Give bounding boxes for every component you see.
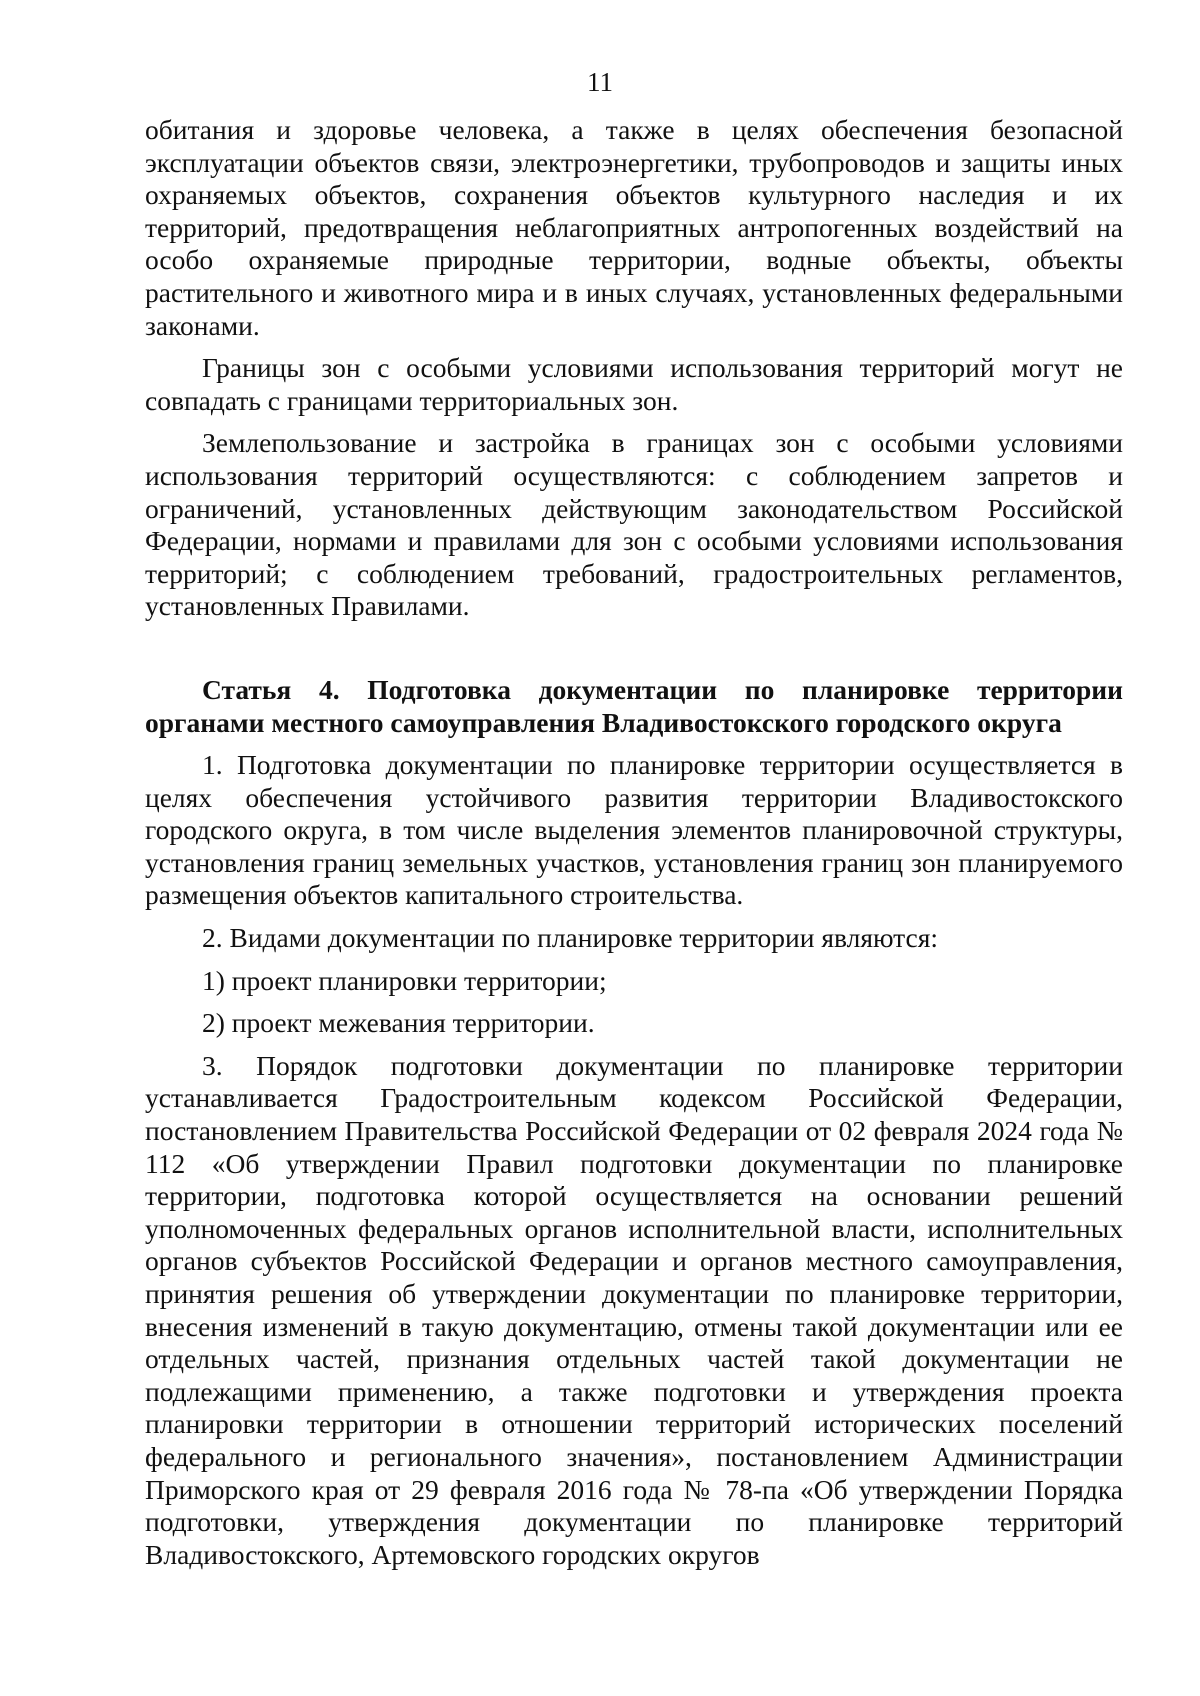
article-paragraph-2: 2. Видами документации по планировке территории являются: <box>202 922 939 954</box>
article-paragraph-1: 1. Подготовка документации по планировке территории осуществляется в целях обеспечения устойчивого развития территории Владивостокского городского округа, в том числе выделения элементов планировочной структуры, установления границ земельных участков, установления границ зон планируемого размещения объектов капитального строительства. <box>145 749 1123 911</box>
paragraph-continuation: обитания и здоровье человека, а также в целях обеспечения безопасной эксплуатации объектов связи, электроэнергетики, трубопроводов и защиты иных охраняемых объектов, сохранения объектов культурного наследия и их территорий, предотвращения неблагоприятных антропогенных воздействий на особо охраняемые природные территории, водные объекты, объекты растительного и животного мира и в иных случаях, установленных федеральными законами. <box>145 114 1123 341</box>
list-item-1: 1) проект планировки территории; <box>202 964 607 996</box>
paragraph-zone-boundaries: Границы зон с особыми условиями использования территорий могут не совпадать с границами территориальных зон. <box>145 352 1123 416</box>
article-heading: Статья 4. Подготовка документации по планировке территории органами местного самоуправления Владивостокского городского округа <box>145 673 1123 738</box>
paragraph-land-use: Землепользование и застройка в границах зон с особыми условиями использования территорий осуществляются: с соблюдением запретов и ограничений, установленных действующим законодательством Российской Федерации, нормами и правилами для зон с особыми условиями использования территорий; с соблюдением требований, градостроительных регламентов, установленных Правилами. <box>145 427 1123 622</box>
list-item-2: 2) проект межевания территории. <box>202 1007 595 1039</box>
article-paragraph-3: 3. Порядок подготовки документации по планировке территории устанавливается Градостроительным кодексом Российской Федерации, постановлением Правительства Российской Федерации от 02 февраля 2024 года № 112 «Об утверждении Правил подготовки документации по планировке территории, подготовка которой осуществляется на основании решений уполномоченных федеральных органов исполнительной власти, исполнительных органов субъектов Российской Федерации и органов местного самоуправления, принятия решения об утверждении документации по планировке территории, внесения изменений в такую документацию, отмены такой документации или ее отдельных частей, признания отдельных частей такой документации не подлежащими применению, а также подготовки и утверждения проекта планировки территории в отношении территорий исторических поселений федерального и регионального значения», постановлением Администрации Приморского края от 29 февраля 2016 года № 78-па «Об утверждении Порядка подготовки, утверждения документации по планировке территорий Владивостокского, Артемовского городских округов <box>145 1049 1123 1570</box>
document-body <box>145 114 1123 1571</box>
page-number: 11 <box>587 67 613 97</box>
